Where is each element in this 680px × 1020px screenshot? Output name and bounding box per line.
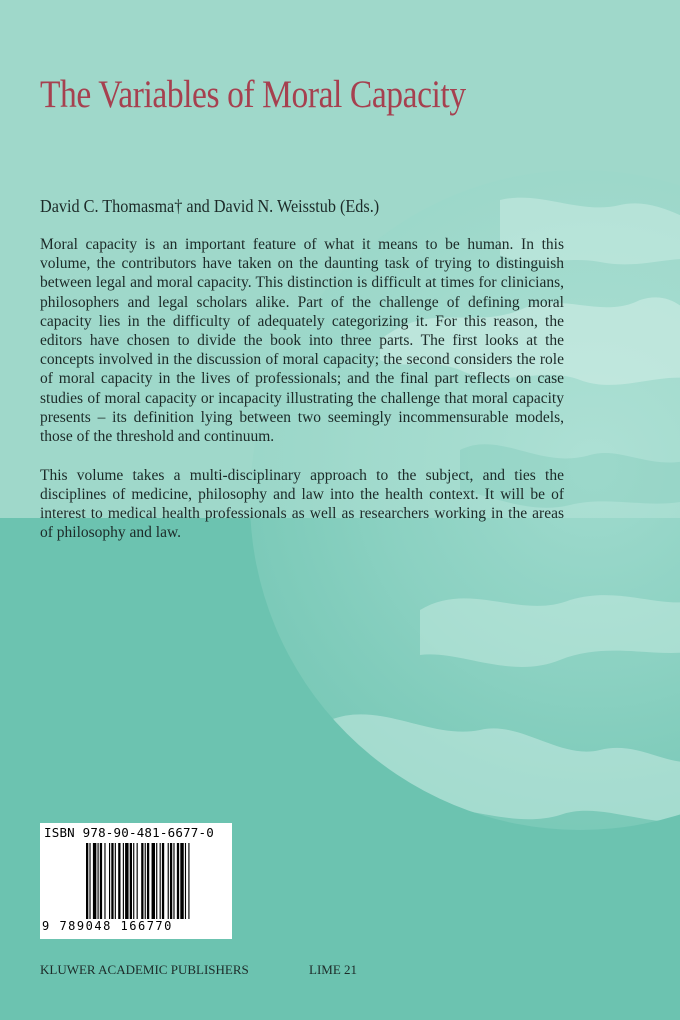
series-label: LIME 21 <box>309 962 358 977</box>
barcode-bar <box>115 843 116 919</box>
barcode-bar <box>152 843 155 919</box>
barcode-bars <box>86 843 226 921</box>
barcode-bar <box>98 843 99 919</box>
barcode-bar <box>173 843 174 919</box>
isbn-label: ISBN 978-90-481-6677-0 <box>44 825 214 840</box>
isbn-barcode <box>40 823 232 939</box>
barcode-bar <box>141 843 143 919</box>
barcode-bar <box>188 843 189 919</box>
barcode-bar <box>118 843 120 919</box>
barcode-bar <box>147 843 149 919</box>
barcode-bar <box>104 843 105 919</box>
barcode-bar <box>89 843 90 919</box>
barcode-bar <box>123 843 124 919</box>
barcode-number: 9 789048 166770 <box>42 919 173 933</box>
barcode-bar <box>177 843 179 919</box>
barcode-bar <box>86 843 88 919</box>
barcode-bar <box>130 843 132 919</box>
barcode-bar <box>156 843 157 919</box>
barcode-bar <box>100 843 102 919</box>
barcode-bar <box>160 843 161 919</box>
description-paragraph: This volume takes a multi-disciplinary approach to the subject, and ties the disciplines of medicine, philosophy and law into the health context. It will be of interest to medical health professionals as well as researchers working in the areas of philosophy and law. <box>40 466 564 542</box>
barcode-bar <box>168 843 169 919</box>
barcode-bar <box>125 843 128 919</box>
editors-line: David C. Thomasma† and David N. Weisstub (Eds.) <box>40 196 380 216</box>
book-description <box>40 235 564 562</box>
barcode-bar <box>93 843 96 919</box>
publisher-name: KLUWER ACADEMIC PUBLISHERS <box>40 962 249 977</box>
barcode-bar <box>133 843 134 919</box>
barcode-bar <box>109 843 110 919</box>
description-paragraph: Moral capacity is an important feature of what it means to be human. In this volume, the contributors have taken on the daunting task of trying to distinguish between legal and moral capacity. This distinction is difficult at times for clinicians, philosophers and legal scholars alike. Part of the challenge of defining moral capacity lies in the difficulty of adequately categorizing it. For this reason, the editors have chosen to divide the book into three parts. The first looks at the concepts involved in the discussion of moral capacity; the second considers the role of moral capacity in the lives of professionals; and the final part reflects on case studies of moral capacity or incapacity illustrating the challenge that moral capacity presents – its definition lying between two seemingly incommensurable models, those of the threshold and continuum. <box>40 236 564 446</box>
barcode-bar <box>185 843 186 919</box>
barcode-bar <box>137 843 138 919</box>
barcode-bar <box>111 843 113 919</box>
barcode-bar <box>145 843 146 919</box>
barcode-bar <box>162 843 164 919</box>
book-title: The Variables of Moral Capacity <box>40 73 466 116</box>
barcode-bar <box>170 843 172 919</box>
barcode-bar <box>180 843 183 919</box>
